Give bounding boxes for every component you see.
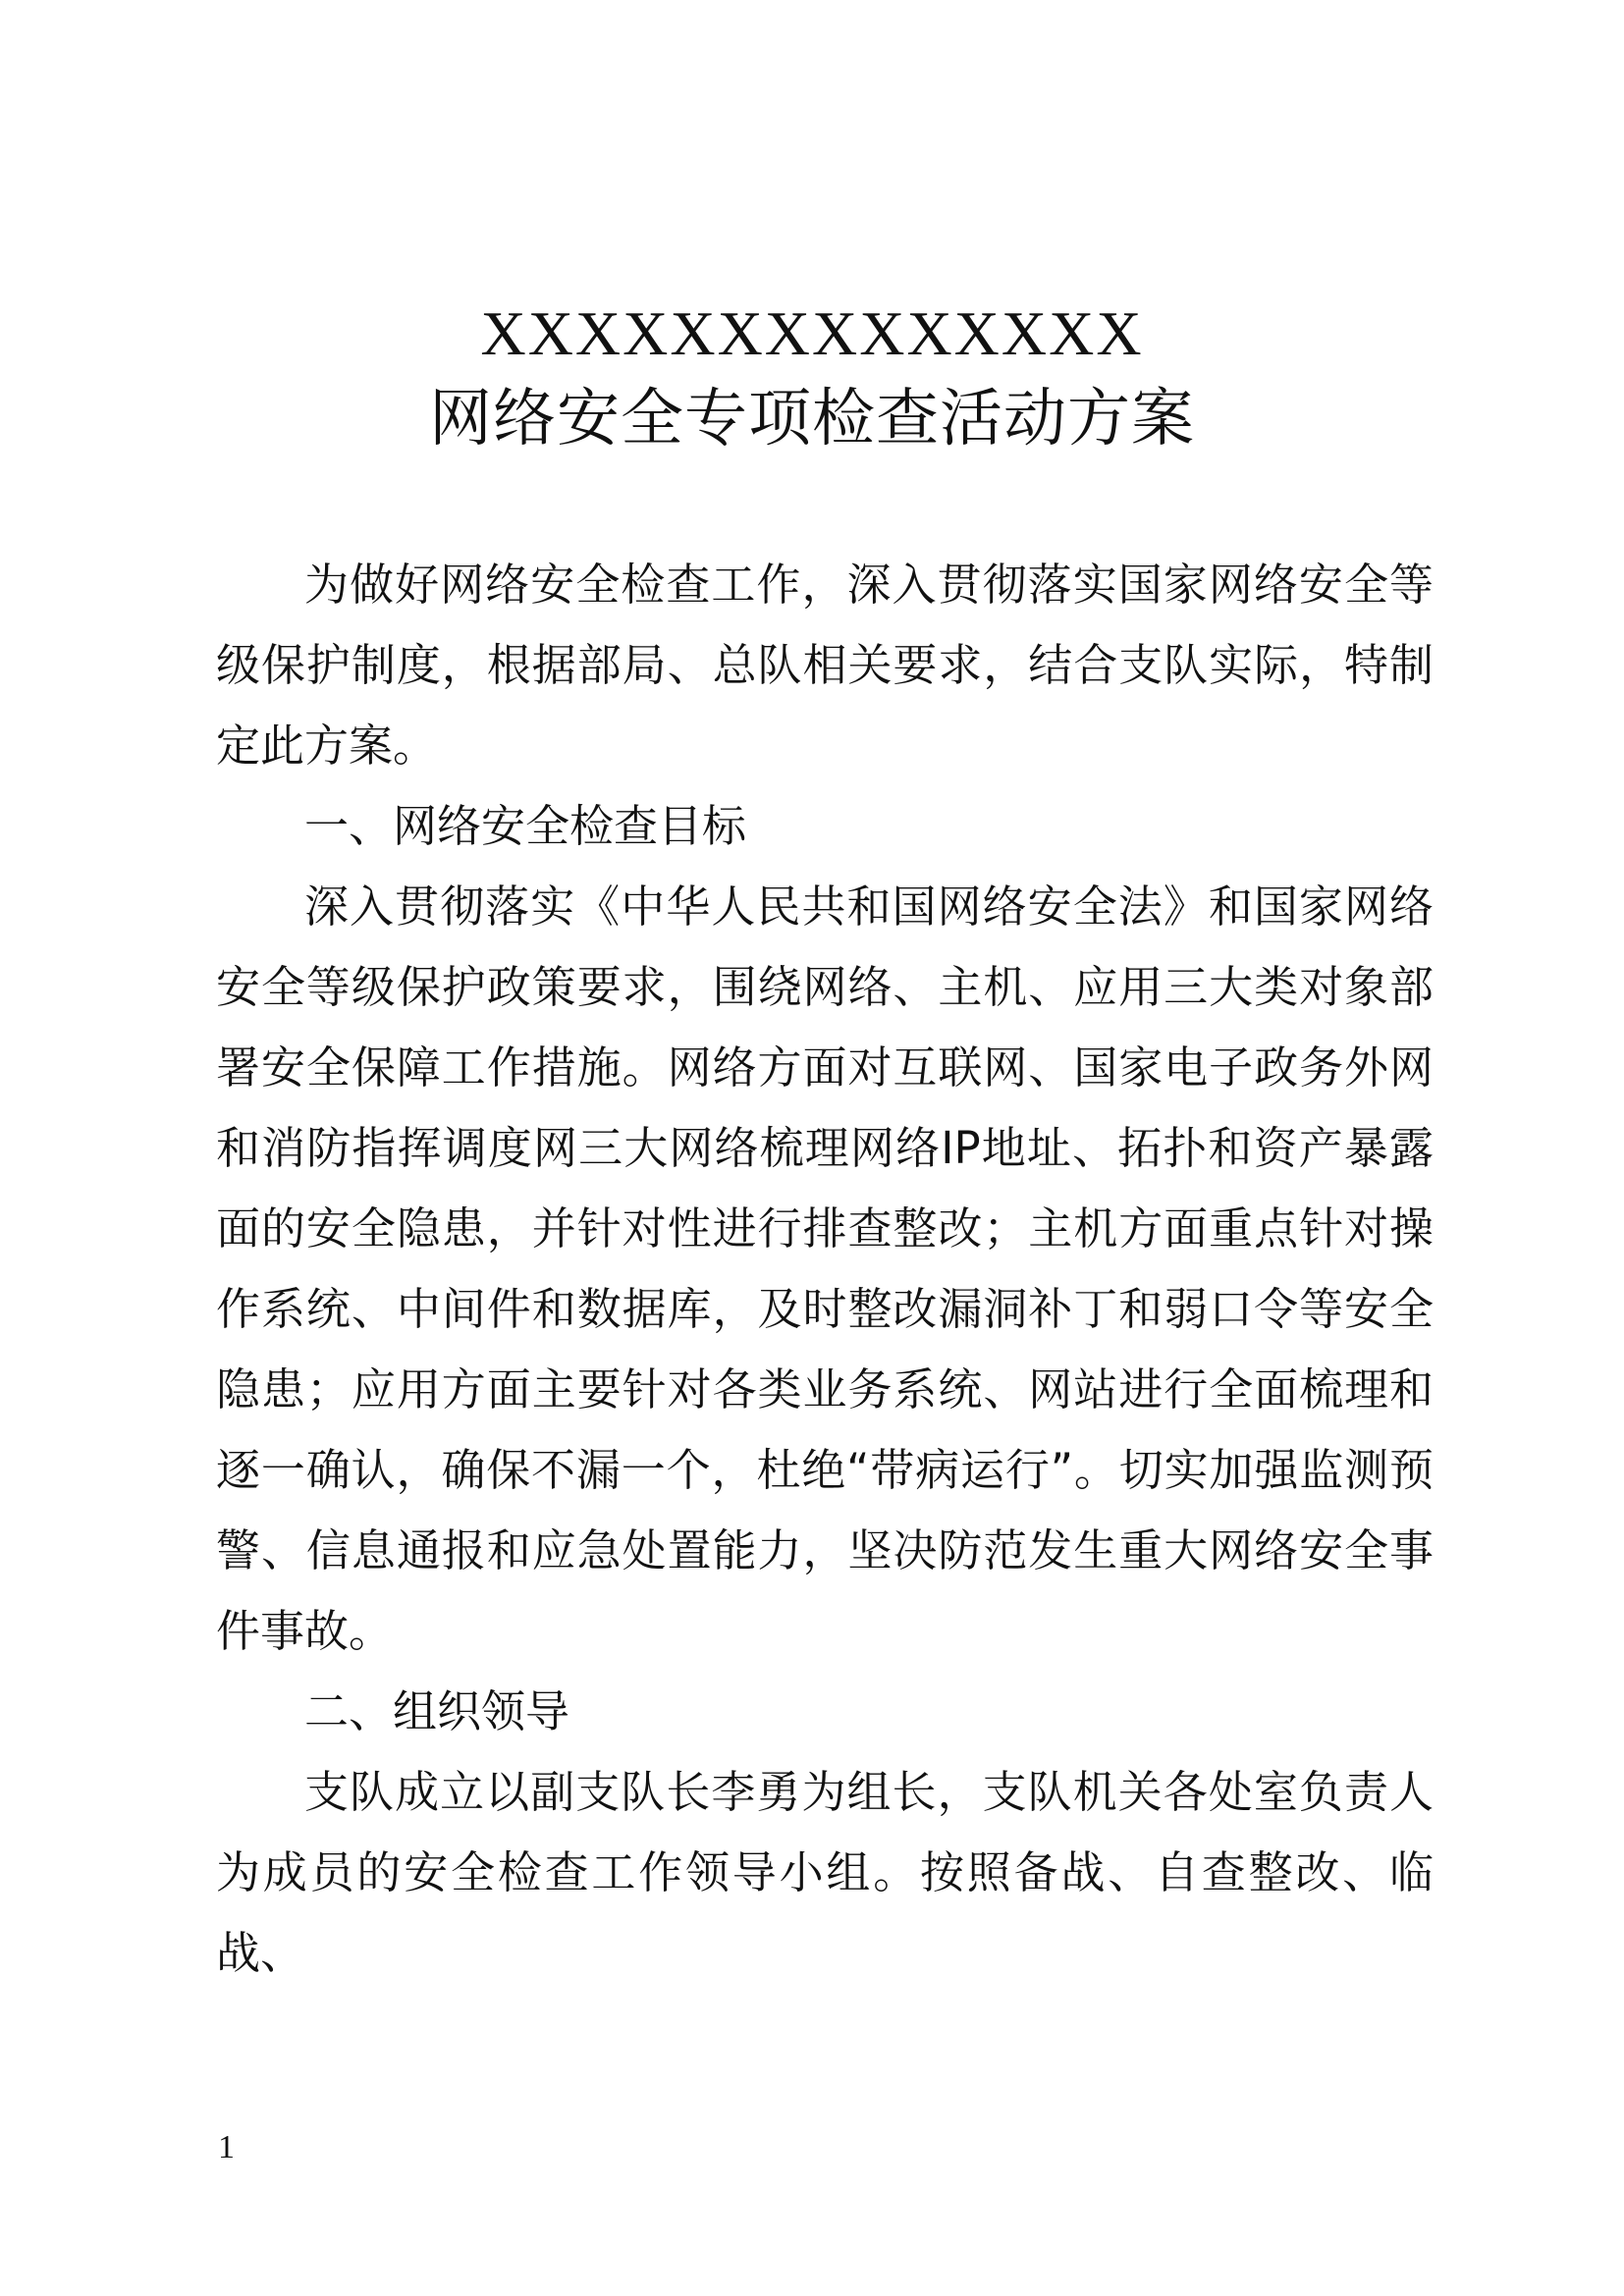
objectives-paragraph: 深入贯彻落实《中华人民共和国网络安全法》和国家网络安全等级保护政策要求，围绕网络、主机、应用三大类对象部署安全保障工作措施。网络方面对互联网、国家电子政务外网和消防指挥调度网三大网络梳理网络IP地址、拓扑和资产暴露面的安全隐患，并针对性进行排查整改；主机方面重点针对操作系统、中间件和数据库，及时整改漏洞补丁和弱口令等安全隐患；应用方面主要针对各类业务系统、网站进行全面梳理和逐一确认，确保不漏一个，杜绝“带病运行”。切实加强监测预警、信息通报和应急处置能力，坚决防范发生重大网络安全事件事故。: [216, 881, 1434, 1657]
section-heading-objectives: 一、网络安全检查目标: [304, 800, 747, 852]
document-title-org: XXXXXXXXXXXXXX: [480, 298, 1144, 368]
intro-paragraph: 为做好网络安全检查工作，深入贯彻落实国家网络安全等级保护制度，根据部局、总队相关要求，结合支队实际，特制定此方案。: [216, 559, 1434, 772]
section-heading-leadership: 二、组织领导: [304, 1685, 570, 1737]
document-title: 网络安全专项检查活动方案: [429, 383, 1195, 455]
page-number: 1: [218, 2129, 235, 2165]
leadership-paragraph: 支队成立以副支队长李勇为组长，支队机关各处室负责人为成员的安全检查工作领导小组。按照备战、自查整改、临战、: [216, 1766, 1434, 1979]
document-body: [216, 545, 1434, 1994]
